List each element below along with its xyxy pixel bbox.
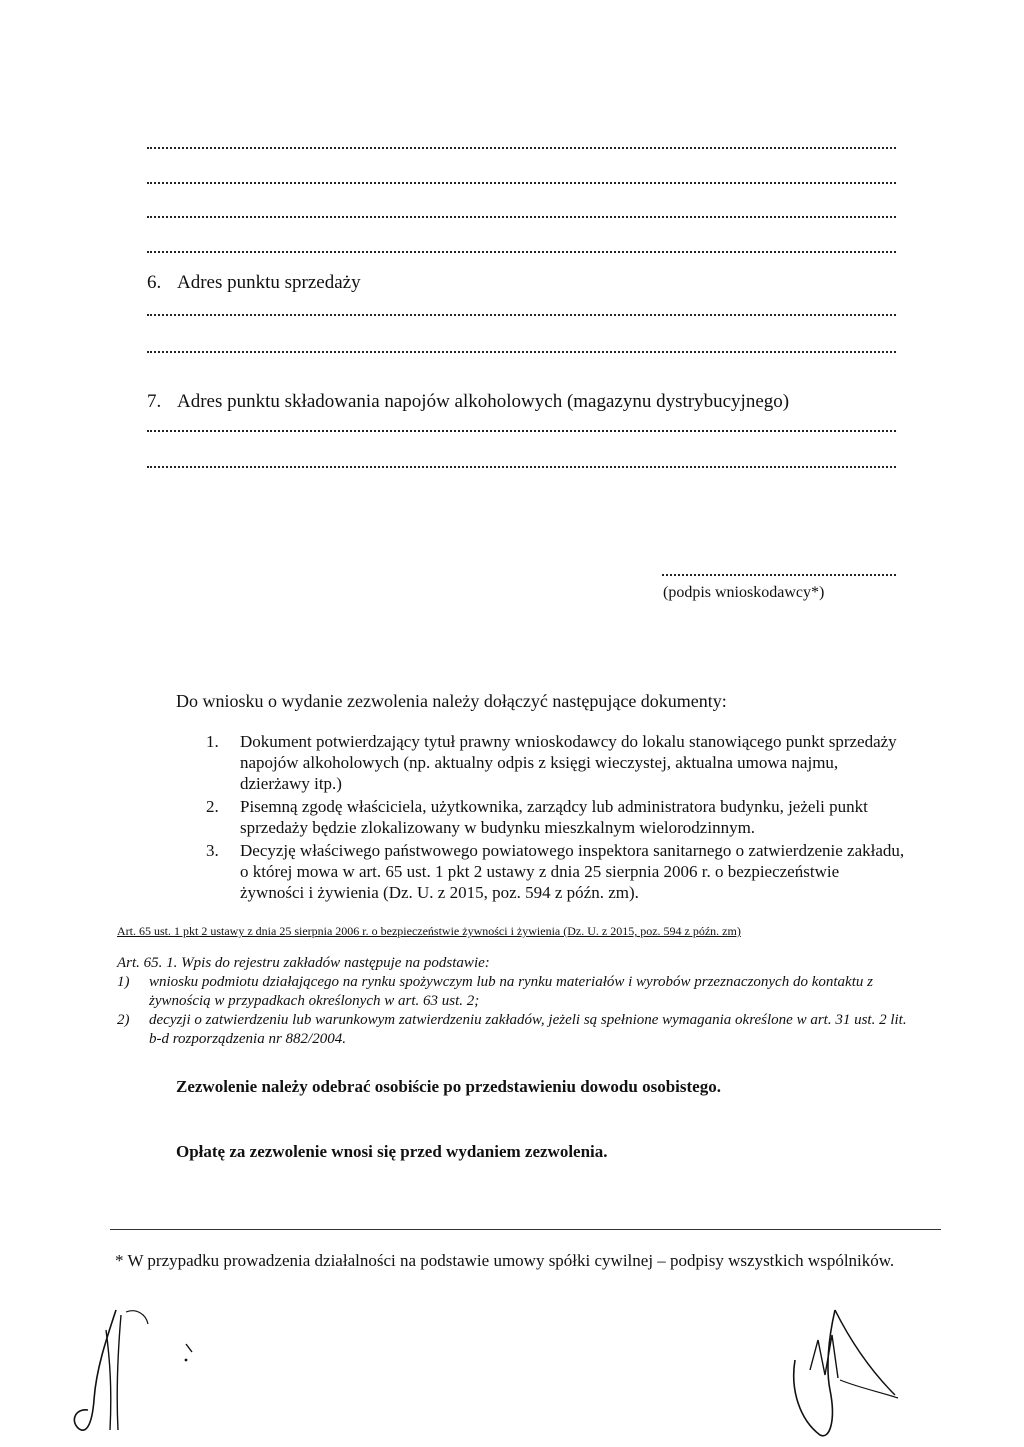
law-reference: Art. 65 ust. 1 pkt 2 ustawy z dnia 25 sierpnia 2006 r. o bezpieczeństwie żywności i żywienia (Dz. U. z 2015, poz. 594 z późn. zm): [117, 924, 741, 938]
fee-note: Opłatę za zezwolenie wnosi się przed wydaniem zezwolenia.: [176, 1142, 608, 1161]
section-7-title: Adres punktu składowania napojów alkoholowych (magazynu dystrybucyjnego): [177, 391, 790, 412]
handwritten-initial-left: [66, 1300, 156, 1440]
law-point-number: 2): [117, 1012, 130, 1028]
law-point: [117, 1011, 917, 1049]
law-excerpt: [117, 954, 917, 1049]
list-item: [206, 796, 906, 838]
list-item-number: 1.: [206, 732, 219, 751]
fill-line-sales-address: [147, 351, 896, 353]
section-7-number: 7.: [147, 391, 162, 412]
footnote-divider: [110, 1229, 941, 1230]
law-heading: Art. 65. 1. Wpis do rejestru zakładów następuje na podstawie:: [117, 955, 490, 971]
section-7-heading: [147, 391, 789, 413]
law-point: [117, 973, 917, 1011]
fill-line-sales-address: [147, 314, 896, 316]
handwritten-initial-right: [780, 1300, 900, 1440]
signature-label: (podpis wnioskodawcy*): [663, 584, 825, 601]
law-point-text: decyzji o zatwierdzeniu lub warunkowym zatwierdzeniu zakładów, jeżeli są spełnione wymagania określone w art. 31 ust. 2 lit. b-d rozporządzenia nr 882/2004.: [149, 1012, 907, 1047]
section-6-heading: [147, 272, 361, 294]
list-item-text: Decyzję właściwego państwowego powiatowego inspektora sanitarnego o zatwierdzenie zakładu, o której mowa w art. 65 ust. 1 pkt 2 ustawy z dnia 25 sierpnia 2006 r. o bezpieczeństwie żywności i żywienia (Dz. U. z 2015, poz. 594 z późn. zm).: [240, 841, 905, 902]
fill-line-storage-address: [147, 466, 896, 468]
law-point-text: wniosku podmiotu działającego na rynku spożywczym lub na rynku materiałów i wyrobów przeznaczonych do kontaktu z żywnością w przypadkach określonych w art. 63 ust. 2;: [149, 974, 873, 1009]
footnote: * W przypadku prowadzenia działalności na podstawie umowy spółki cywilnej – podpisy wszystkich wspólników.: [115, 1251, 895, 1270]
fill-line-storage-address: [147, 430, 896, 432]
section-6-title: Adres punktu sprzedaży: [177, 272, 361, 293]
fill-line: [147, 251, 896, 253]
list-item-number: 2.: [206, 797, 219, 816]
list-item: [206, 840, 906, 903]
section-6-number: 6.: [147, 272, 162, 293]
law-point-number: 1): [117, 974, 130, 990]
list-item-text: Pisemną zgodę właściciela, użytkownika, zarządcy lub administratora budynku, jeżeli punkt sprzedaży będzie zlokalizowany w budynku mieszkalnym wielorodzinnym.: [240, 797, 868, 837]
signature-line: [662, 574, 896, 576]
pickup-note: Zezwolenie należy odebrać osobiście po przedstawieniu dowodu osobistego.: [176, 1077, 721, 1096]
fill-line: [147, 147, 896, 149]
attachments-intro: Do wniosku o wydanie zezwolenia należy dołączyć następujące dokumenty:: [176, 691, 727, 711]
list-item-text: Dokument potwierdzający tytuł prawny wnioskodawcy do lokalu stanowiącego punkt sprzedaży napojów alkoholowych (np. aktualny odpis z księgi wieczystej, aktualna umowa najmu, dzierżawy itp.): [240, 732, 897, 793]
list-item: [206, 731, 906, 794]
fill-line: [147, 182, 896, 184]
pen-mark: [180, 1340, 200, 1370]
fill-line: [147, 216, 896, 218]
attachments-list: [206, 731, 906, 905]
list-item-number: 3.: [206, 841, 219, 860]
